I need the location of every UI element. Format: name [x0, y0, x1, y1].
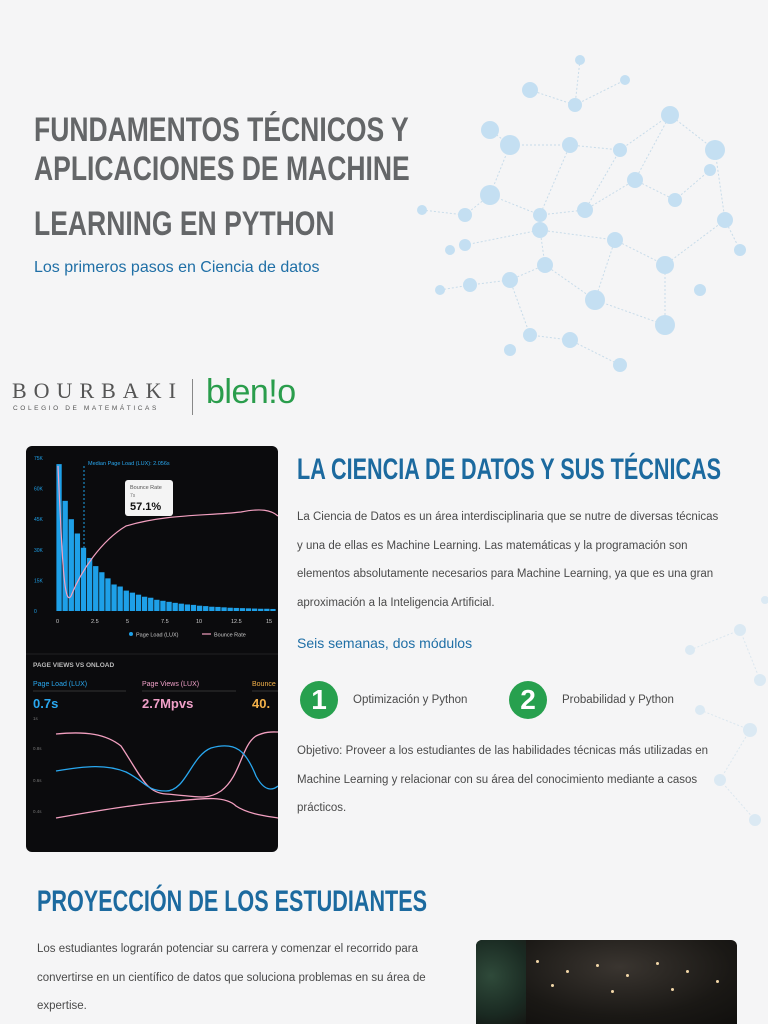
metric-value-page-views: 2.7Mpvs	[142, 696, 194, 711]
metric-label-page-views: Page Views (LUX)	[142, 681, 200, 688]
x-tick-label: 5	[126, 619, 130, 625]
bar	[87, 558, 92, 611]
bar	[148, 598, 153, 611]
metric-value-page-load: 0.7s	[33, 696, 59, 711]
line-tick: 0.8s	[33, 746, 42, 751]
line-tick: 1s	[33, 716, 38, 721]
blenio-logo: blen!o	[206, 373, 296, 411]
bar	[270, 609, 275, 611]
module-2-label: Probabilidad y Python	[562, 694, 674, 706]
bar	[258, 609, 263, 611]
bar	[264, 609, 269, 611]
bar	[246, 608, 251, 611]
module-1-label: Optimización y Python	[353, 694, 468, 706]
x-tick-label: 15	[266, 619, 273, 625]
x-tick-label: 2.5	[91, 619, 99, 625]
dashboard-chart	[26, 446, 278, 852]
bar	[197, 606, 202, 611]
legend-page-load: Page Load (LUX)	[136, 632, 179, 639]
y-tick-label: 0	[34, 609, 37, 615]
bar	[93, 566, 98, 611]
tooltip-label: Bounce Rate	[130, 485, 162, 491]
bar	[124, 591, 129, 611]
bar	[203, 606, 208, 611]
network-graphic	[410, 50, 760, 380]
bar	[173, 603, 178, 611]
bar	[81, 548, 86, 611]
bounce-line-lower	[56, 799, 278, 818]
bar	[252, 609, 257, 611]
bar	[221, 607, 226, 611]
metric-label-page-load: Page Load (LUX)	[33, 681, 88, 688]
y-tick-label: 45K	[34, 517, 43, 524]
bourbaki-logo: BOURBAKI	[12, 378, 183, 403]
projection-paragraph: Los estudiantes lograrán potenciar su carrera y comenzar el recorrido para convertirse en un científico de datos que soluciona problemas en su área de expertise.	[37, 943, 426, 1012]
tooltip-value: 57.1%	[130, 501, 162, 513]
bar	[234, 608, 239, 611]
bar	[130, 593, 135, 611]
line-tick: 0.4s	[33, 809, 42, 814]
y-tick-label: 60K	[34, 486, 43, 493]
x-tick-label: 12.5	[231, 619, 242, 625]
hero-subtitle: Los primeros pasos en Ciencia de datos	[34, 259, 320, 276]
bar	[160, 601, 165, 611]
y-tick-label: 75K	[34, 456, 43, 462]
module-1-number-icon: 1	[300, 681, 338, 719]
bourbaki-logo-subtitle: COLEGIO DE MATEMÁTICAS	[13, 405, 159, 412]
bar	[136, 595, 141, 611]
x-tick-label: 0	[56, 619, 60, 625]
bar	[111, 584, 116, 611]
bar	[209, 607, 214, 611]
legend-bounce-rate: Bounce Rate	[214, 632, 246, 639]
objective-paragraph: Objetivo: Proveer a los estudiantes de las habilidades técnicas más utilizadas en Machine Learning y relacionar con su área del conocimiento mediante a casos prácticos.	[297, 745, 709, 814]
median-annotation: Median Page Load (LUX): 2.056s	[88, 461, 170, 467]
metric-label-bounce: Bounce	[252, 681, 276, 688]
science-title: LA CIENCIA DE DATOS Y SUS TÉCNICAS	[297, 453, 722, 486]
y-tick-label: 30K	[34, 547, 43, 554]
hero-title-line-3: LEARNING EN PYTHON	[34, 205, 335, 243]
hero-title-line-2: APLICACIONES DE MACHINE	[34, 150, 410, 188]
bar	[191, 605, 196, 611]
bar	[179, 604, 184, 611]
x-tick-label: 7.5	[161, 619, 169, 625]
bar	[215, 607, 220, 611]
weeks-subheading: Seis semanas, dos módulos	[297, 635, 473, 651]
bar	[105, 578, 110, 611]
bar	[240, 608, 245, 611]
bar	[142, 597, 147, 611]
y-tick-label: 15K	[34, 578, 43, 585]
bar	[166, 602, 171, 611]
bar	[99, 572, 104, 611]
bar	[154, 600, 159, 611]
bar	[185, 604, 190, 611]
science-paragraph: La Ciencia de Datos es un área interdisciplinaria que se nutre de diversas técnicas y una de ellas es Machine Learning. Las matemáticas y la programación son elementos absolutamente necesarios para Machine Learning, ya que es una gran aproximación a la Inteligencia Artificial.	[297, 511, 719, 609]
legend-dot-page-load	[129, 632, 133, 636]
logo-divider	[192, 379, 193, 415]
page-views-line	[56, 732, 278, 797]
tooltip-sub: 7s	[130, 493, 136, 499]
bar	[118, 587, 123, 611]
analytics-dashboard-image	[26, 446, 278, 852]
line-tick: 0.6s	[33, 778, 42, 783]
module-2-number-icon: 2	[509, 681, 547, 719]
x-tick-label: 10	[196, 619, 203, 625]
section-label: PAGE VIEWS VS ONLOAD	[33, 662, 115, 669]
bar	[228, 608, 233, 611]
classroom-photo	[476, 940, 737, 1024]
hero-title-line-1: FUNDAMENTOS TÉCNICOS Y	[34, 111, 409, 149]
bar	[75, 533, 80, 611]
projection-title: PROYECCIÓN DE LOS ESTUDIANTES	[37, 885, 428, 918]
metric-value-bounce: 40.	[252, 696, 271, 711]
